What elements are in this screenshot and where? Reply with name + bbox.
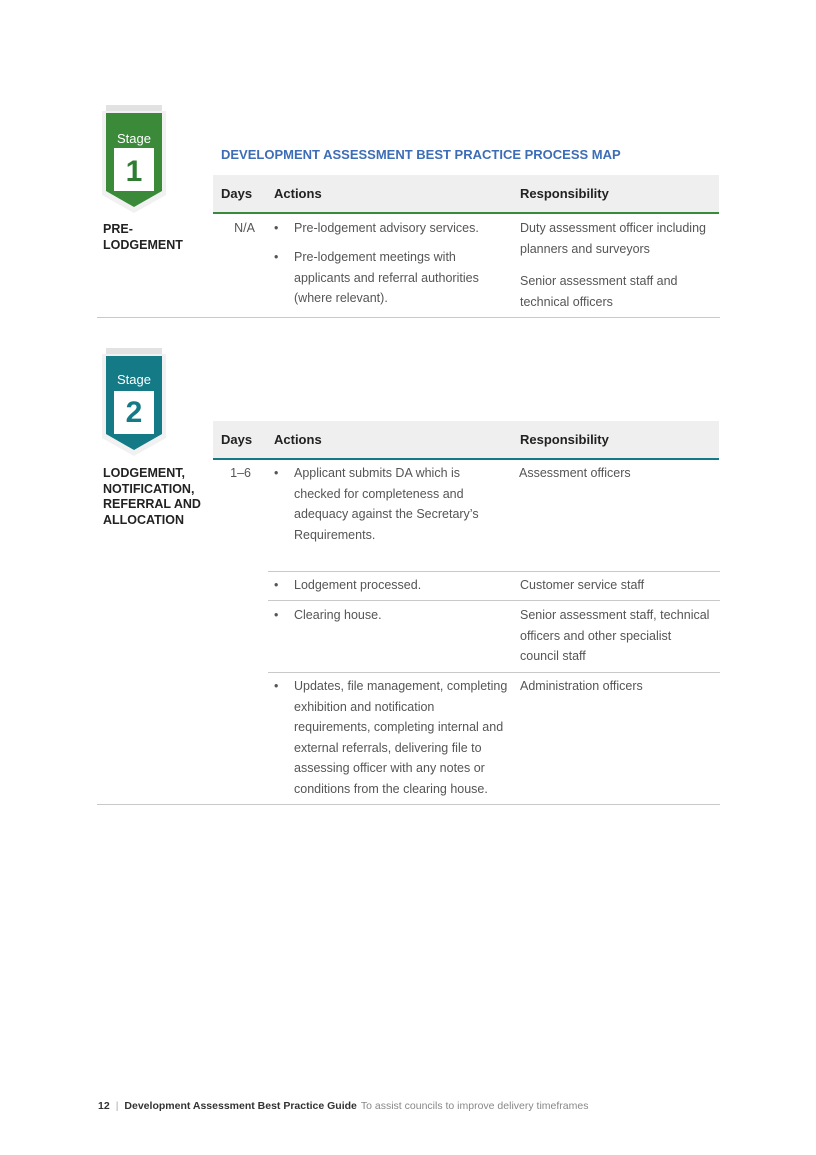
stage-1-badge <box>100 103 168 213</box>
stage-1-number: 1 <box>125 155 143 188</box>
section-divider <box>97 317 720 318</box>
page-footer <box>98 1100 588 1112</box>
stage-1-table-header <box>213 175 719 214</box>
page-number: 12 <box>98 1100 110 1112</box>
stage-1-label: Stage <box>117 131 151 146</box>
responsibility-text: Assessment officers <box>519 466 631 480</box>
responsibility-text: Senior assessment staff, technical officers and other specialist council staff <box>520 608 710 663</box>
actions-header: Actions <box>274 432 322 447</box>
action-text: Updates, file management, completing exhibition and notification requirements, completing internal and external referrals, delivering file to assessing officer with any notes or conditions from the clearing house. <box>294 679 508 796</box>
action-text: Clearing house. <box>294 608 382 622</box>
stage-2-label: Stage <box>117 372 151 387</box>
row-divider <box>268 672 720 673</box>
responsibility-text: Customer service staff <box>520 578 645 592</box>
days-header: Days <box>221 186 253 201</box>
footer-separator: | <box>115 1100 119 1112</box>
footer-title: Development Assessment Best Practice Guide <box>124 1100 357 1112</box>
footer-tagline: To assist councils to improve delivery timeframes <box>360 1100 589 1112</box>
row-divider <box>268 571 720 572</box>
table-cell-days: 1–6 <box>230 466 251 480</box>
action-text: Lodgement processed. <box>294 578 422 592</box>
stage-1-name: PRE- LODGEMENT <box>103 222 183 252</box>
responsibility-header: Responsibility <box>520 186 609 201</box>
stage-2-name: LODGEMENT, NOTIFICATION, REFERRAL AND ALLOCATION <box>103 466 201 527</box>
responsibility-text: Senior assessment staff and technical officers <box>520 274 678 309</box>
days-header: Days <box>221 432 253 447</box>
action-text: Pre-lodgement meetings with applicants and referral authorities (where relevant). <box>294 250 479 305</box>
action-text: Applicant submits DA which is checked for completeness and adequacy against the Secretary’s Requirements. <box>294 466 479 542</box>
action-text: Pre-lodgement advisory services. <box>294 221 479 235</box>
stage-2-badge <box>100 346 168 456</box>
row-divider <box>268 600 720 601</box>
stage-2-number: 2 <box>125 396 143 429</box>
responsibility-header: Responsibility <box>520 432 609 447</box>
stage-2-table-header <box>213 421 719 460</box>
responsibility-text: Administration officers <box>520 679 643 693</box>
responsibility-text: Duty assessment officer including planners and surveyors <box>520 221 706 256</box>
table-cell-days: N/A <box>234 221 255 235</box>
process-map-title: DEVELOPMENT ASSESSMENT BEST PRACTICE PROCESS MAP <box>221 147 621 162</box>
section-divider <box>97 804 720 805</box>
actions-header: Actions <box>274 186 322 201</box>
